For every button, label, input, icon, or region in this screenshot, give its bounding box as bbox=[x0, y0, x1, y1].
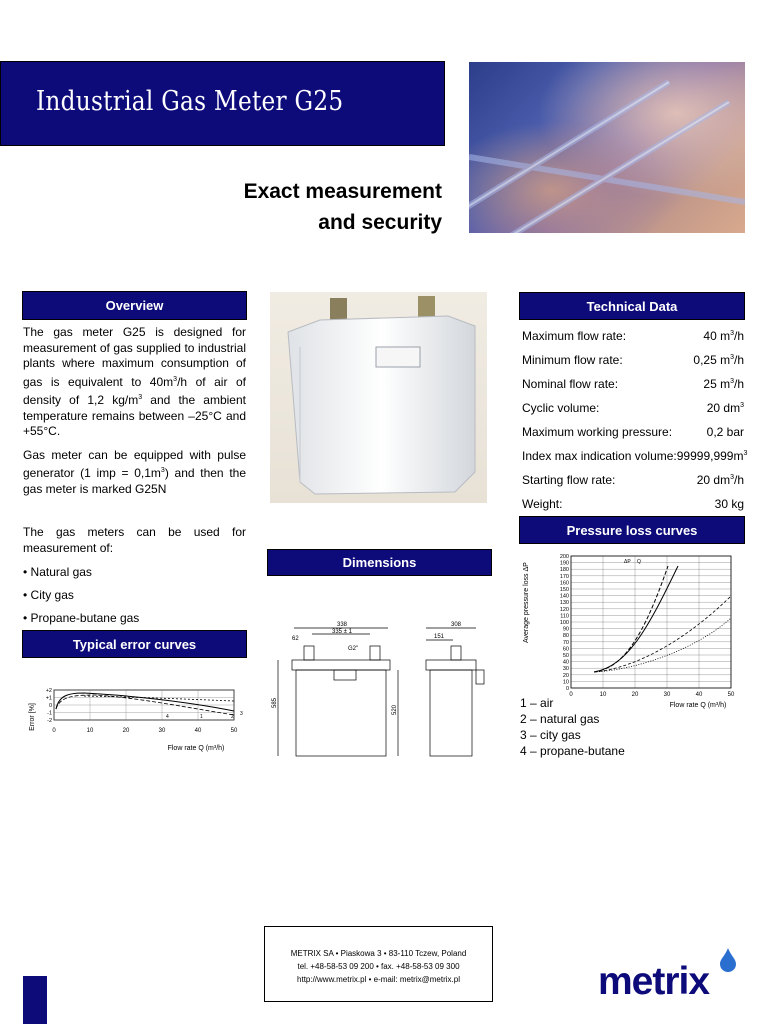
gas-meter-photo bbox=[270, 292, 487, 503]
pressure-loss-chart bbox=[518, 548, 748, 713]
dimension-label: 338 bbox=[336, 622, 348, 628]
legend-item: 1 – air bbox=[520, 696, 554, 710]
typical-error-xtick: 50 bbox=[230, 728, 238, 734]
typical-error-ytick: +2 bbox=[45, 688, 52, 694]
bullet-item: • Natural gas bbox=[23, 565, 92, 579]
pressure-loss-ytick: 0 bbox=[565, 686, 569, 692]
pressure-loss-ytick: 130 bbox=[559, 600, 569, 607]
typical-error-xlabel: Flow rate Q (m³/h) bbox=[167, 745, 225, 752]
tech-row: Maximum flow rate: 40 $m^3/h$ bbox=[522, 329, 744, 343]
dimension-label: 151 bbox=[434, 634, 445, 640]
pressure-loss-ytick: 10 bbox=[562, 679, 569, 686]
dimension-label: 62 bbox=[292, 636, 299, 642]
pressure-loss-ytick: 190 bbox=[559, 560, 569, 567]
typical-error-xtick: 0 bbox=[52, 728, 56, 734]
pressure-loss-ytick: 180 bbox=[559, 567, 569, 574]
typical-error-heading: Typical error curves bbox=[22, 630, 247, 658]
gas-meter-illustration bbox=[270, 292, 487, 503]
pressure-loss-ytick: 60 bbox=[562, 646, 569, 653]
pressure-loss-ytick: 160 bbox=[559, 580, 569, 587]
dimension-label: G2" bbox=[348, 646, 359, 652]
pressure-loss-ytick: 150 bbox=[559, 587, 569, 593]
tech-row: Minimum flow rate: 0,25 $m^3/h$ bbox=[522, 353, 744, 367]
dimension-label: 308 bbox=[450, 622, 462, 628]
pressure-loss-ytick: 140 bbox=[559, 593, 569, 600]
pressure-loss-ytick: 100 bbox=[559, 620, 569, 626]
error-curve-label: 2 bbox=[231, 714, 234, 720]
error-curve-label: 1 bbox=[200, 714, 203, 720]
overview-heading: Overview bbox=[22, 291, 247, 320]
dimension-label: 335 ± 1 bbox=[332, 629, 352, 635]
overview-paragraph-2: Gas meter can be equipped with pulse generator (1 imp = $0,1m^3$) and then the gas meter is marked G25N bbox=[23, 447, 246, 496]
dimensions-heading: Dimensions bbox=[267, 549, 492, 576]
pressure-loss-xtick: 40 bbox=[695, 692, 703, 698]
overview-paragraph-3: The gas meters can be used for measurement of: bbox=[23, 525, 246, 555]
tech-row: Weight: 30 kg bbox=[522, 497, 744, 511]
typical-error-ytick: -2 bbox=[47, 718, 52, 724]
typical-error-ylabel: Error [%] bbox=[29, 703, 36, 731]
hero-photo bbox=[469, 62, 745, 233]
pressure-loss-ytick: 120 bbox=[559, 606, 569, 613]
hero-photo-graphic bbox=[469, 62, 745, 233]
tagline-line-2: and security bbox=[318, 211, 442, 234]
pressure-loss-ytick: 170 bbox=[559, 573, 569, 580]
pressure-loss-xlabel: Flow rate Q (m³/h) bbox=[669, 702, 727, 709]
footer-address: METRIX SA • Piaskowa 3 • 83-110 Tczew, Poland bbox=[290, 949, 467, 958]
overview-text bbox=[23, 325, 246, 505]
pressure-loss-top-label: ΔP bbox=[624, 559, 631, 565]
page-title: Industrial Gas Meter G25 bbox=[36, 86, 344, 117]
footer-phone: tel. +48-58-53 09 200 • fax. +48-58-53 09 300 bbox=[297, 962, 460, 971]
metrix-logo: metrix bbox=[598, 960, 710, 1003]
legend-item: 3 – city gas bbox=[520, 728, 581, 742]
footer-contact-box bbox=[264, 926, 493, 1002]
pressure-loss-ytick: 50 bbox=[562, 653, 569, 659]
tech-row: Index max indication volume: $99999,999m^3$ bbox=[522, 449, 748, 463]
tagline-line-1: Exact measurement bbox=[243, 180, 442, 203]
pressure-loss-ytick: 110 bbox=[560, 613, 569, 620]
tech-row: Starting flow rate: 20 $dm^3/h$ bbox=[522, 473, 744, 487]
typical-error-ytick: +1 bbox=[45, 695, 52, 702]
pressure-loss-ytick: 30 bbox=[562, 666, 569, 673]
technical-data-heading: Technical Data bbox=[519, 292, 745, 320]
bullet-item: • City gas bbox=[23, 588, 74, 602]
pressure-loss-xtick: 0 bbox=[569, 692, 573, 698]
legend-item: 2 – natural gas bbox=[520, 712, 600, 726]
dimension-label: 520 bbox=[392, 704, 398, 715]
tech-row: Cyclic volume: 20 $dm^3$ bbox=[522, 401, 744, 415]
error-curve-label: 3 bbox=[240, 711, 243, 717]
typical-error-xtick: 10 bbox=[86, 728, 94, 734]
pressure-loss-xtick: 10 bbox=[599, 692, 607, 698]
tech-row: Nominal flow rate: 25 $m^3/h$ bbox=[522, 377, 744, 391]
pressure-loss-ylabel: Average pressure loss ΔP bbox=[523, 562, 530, 643]
typical-error-xtick: 20 bbox=[122, 728, 130, 734]
dimensions-drawing bbox=[268, 620, 494, 762]
corner-accent bbox=[23, 976, 47, 1024]
pressure-loss-xtick: 20 bbox=[631, 692, 639, 698]
pressure-loss-ytick: 20 bbox=[562, 672, 569, 679]
overview-paragraph-1: The gas meter G25 is designed for measurement of gas supplied to industrial plants where maximum consumption of gas is equivalent to $40m^3/h$ of air of density of 1,2 $kg/m^3$ and the ambient temperature remains between –25°C and +55°C. bbox=[23, 325, 246, 438]
logo-drop-icon bbox=[719, 948, 737, 972]
bullet-item: • Propane-butane gas bbox=[23, 611, 140, 625]
pressure-loss-ytick: 200 bbox=[559, 554, 569, 560]
error-curve-label: 4 bbox=[166, 714, 169, 720]
pressure-loss-ytick: 40 bbox=[562, 659, 569, 666]
pressure-loss-xtick: 30 bbox=[663, 692, 671, 698]
typical-error-ytick: 0 bbox=[48, 703, 52, 709]
pressure-loss-xtick: 50 bbox=[727, 692, 735, 698]
tech-row: Maximum working pressure: 0,2 bar bbox=[522, 425, 744, 439]
legend-item: 4 – propane-butane bbox=[520, 744, 625, 758]
pressure-loss-heading: Pressure loss curves bbox=[519, 516, 745, 544]
footer-web: http://www.metrix.pl • e-mail: metrix@metrix.pl bbox=[297, 975, 460, 984]
pressure-loss-top-label: Q bbox=[637, 559, 641, 565]
typical-error-xtick: 30 bbox=[158, 728, 166, 734]
dimension-label: 585 bbox=[272, 697, 278, 708]
pressure-loss-ytick: 90 bbox=[562, 626, 569, 633]
typical-error-chart bbox=[24, 685, 249, 755]
typical-error-xtick: 40 bbox=[194, 728, 202, 734]
typical-error-ytick: -1 bbox=[47, 710, 52, 717]
curve-natural-gas bbox=[594, 566, 668, 672]
pressure-loss-ytick: 80 bbox=[562, 633, 569, 640]
pressure-loss-ytick: 70 bbox=[562, 639, 569, 646]
